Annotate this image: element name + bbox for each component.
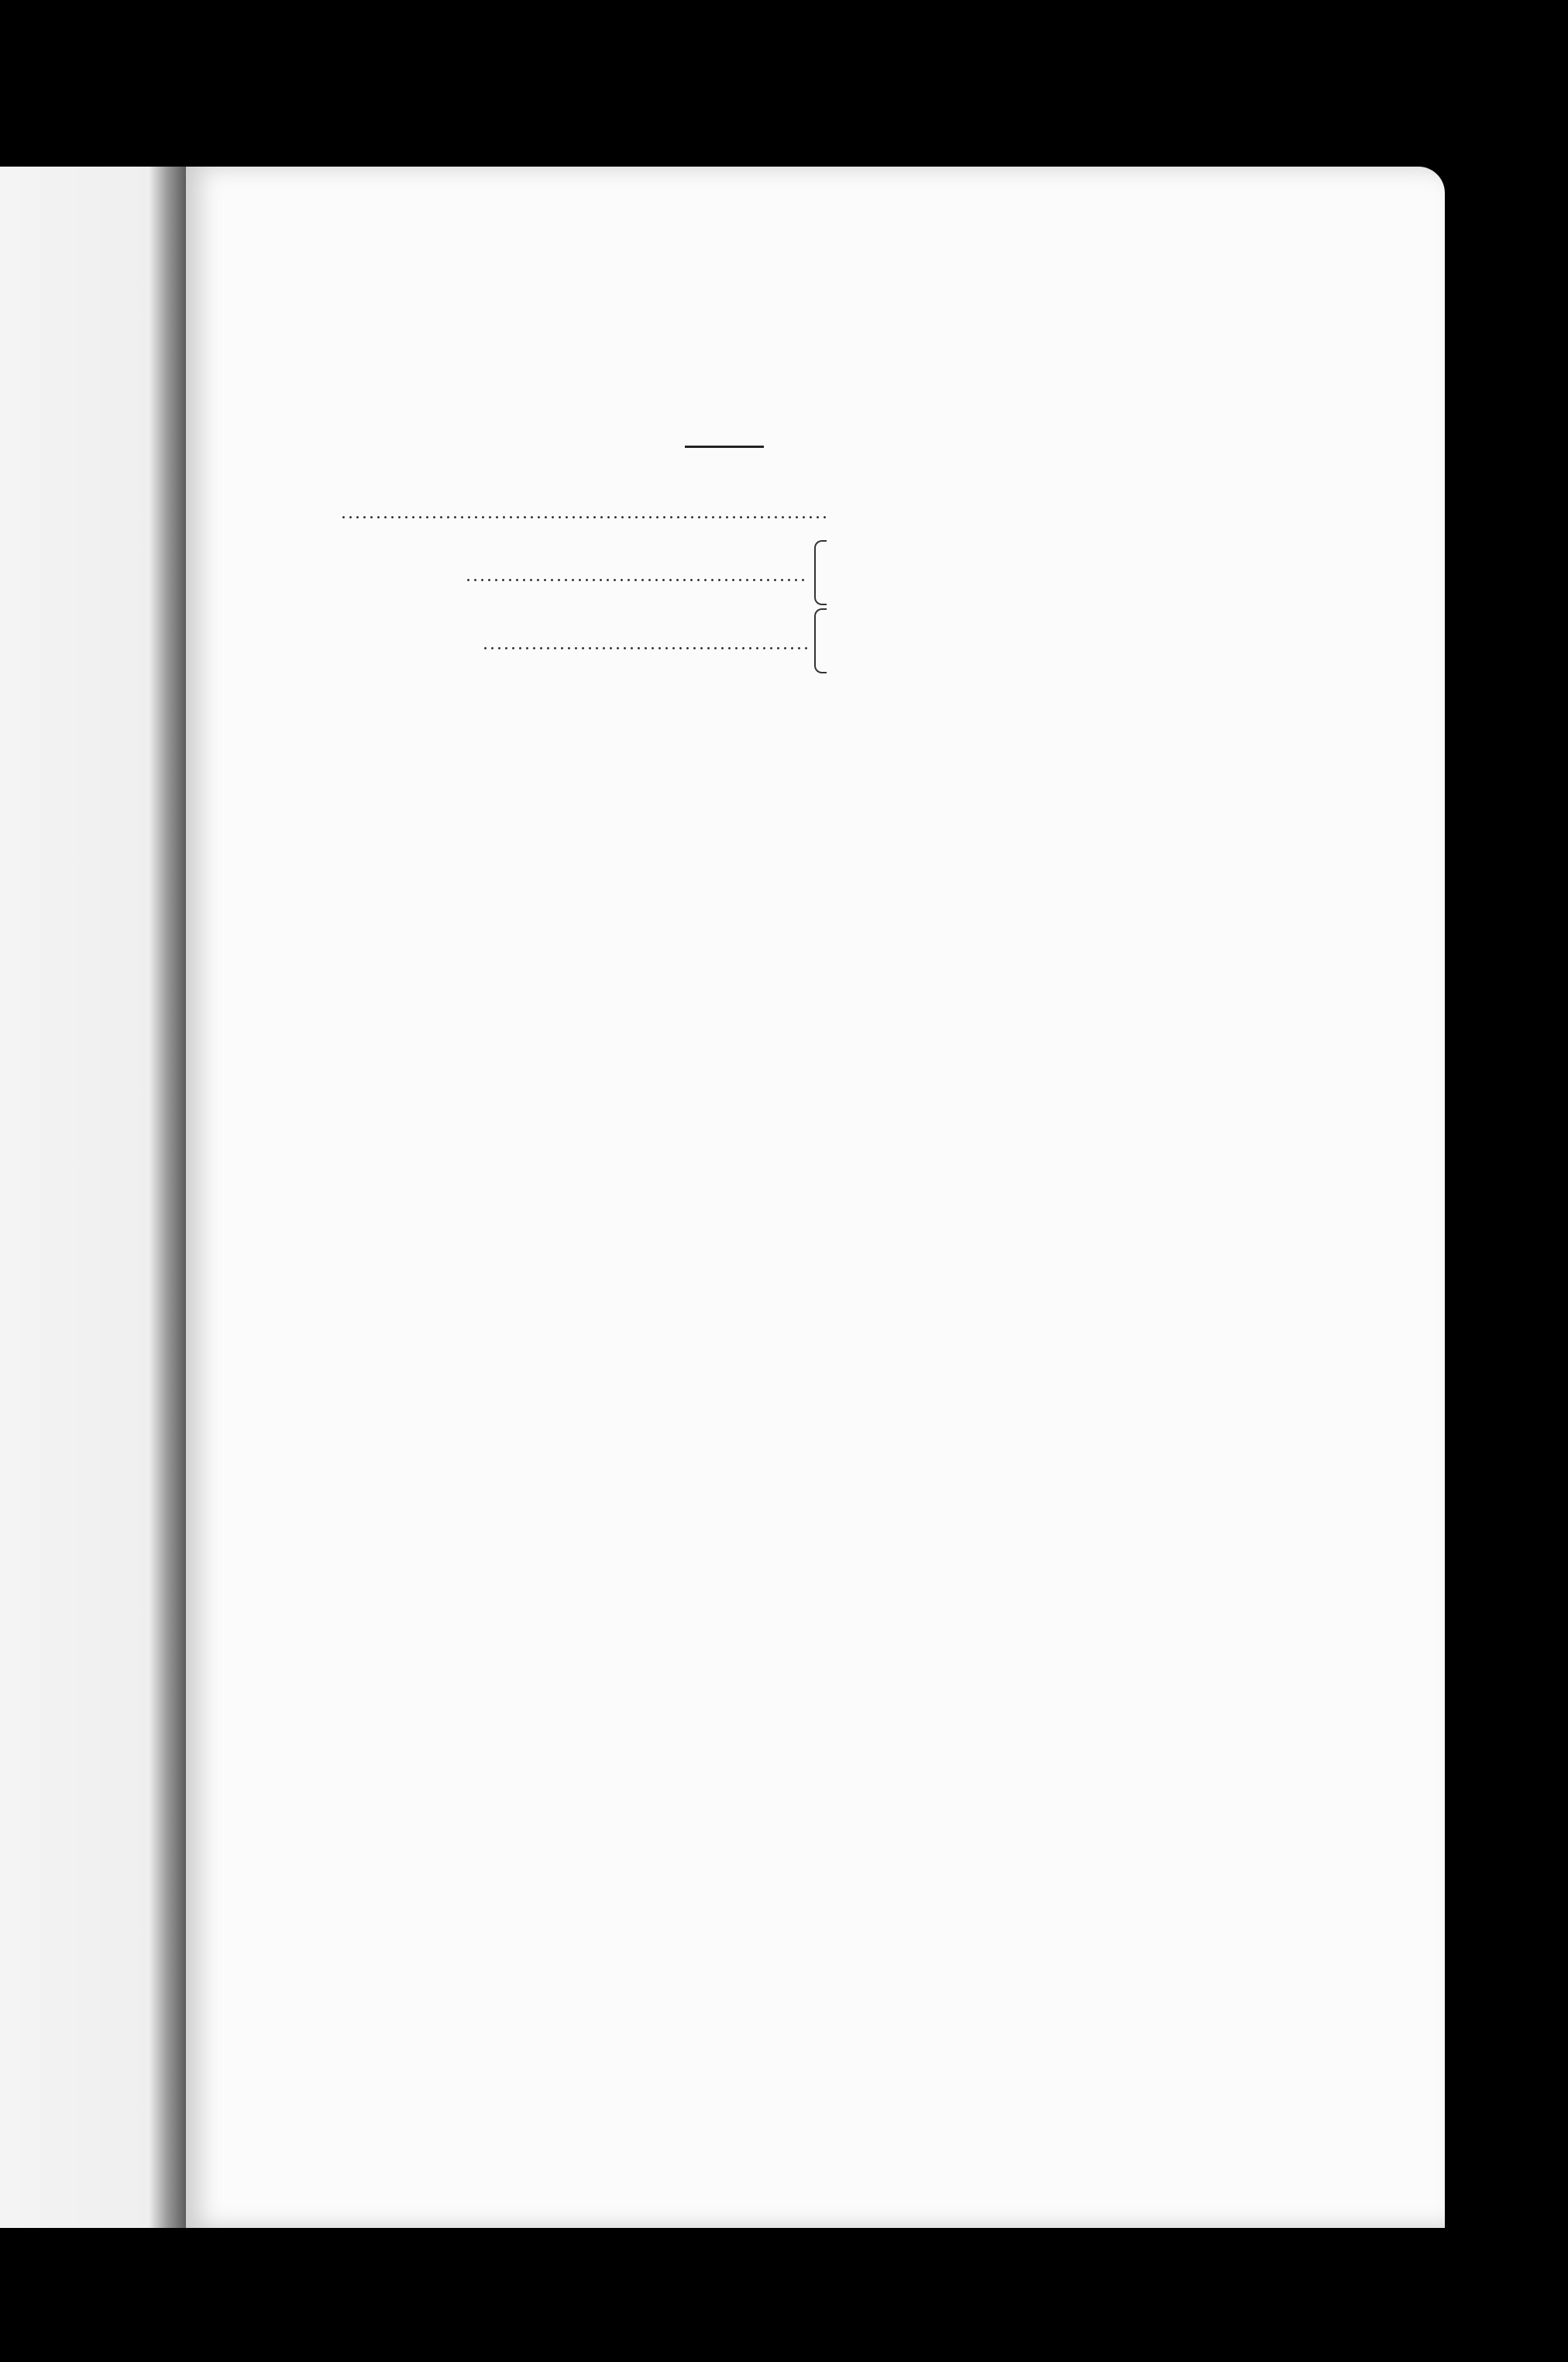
book-spine-edge <box>0 167 186 2228</box>
leader-dots <box>465 579 808 581</box>
ex-aequo-row <box>337 608 1112 673</box>
leader-dots <box>340 516 830 518</box>
document-page <box>186 167 1445 2228</box>
page-content <box>337 399 1112 695</box>
ex-aequo-row <box>337 540 1112 605</box>
section-divider <box>685 446 764 448</box>
leader-dots <box>482 647 808 649</box>
brace-icon <box>814 608 827 673</box>
brace-icon <box>814 540 827 605</box>
prize-row <box>337 502 1112 518</box>
